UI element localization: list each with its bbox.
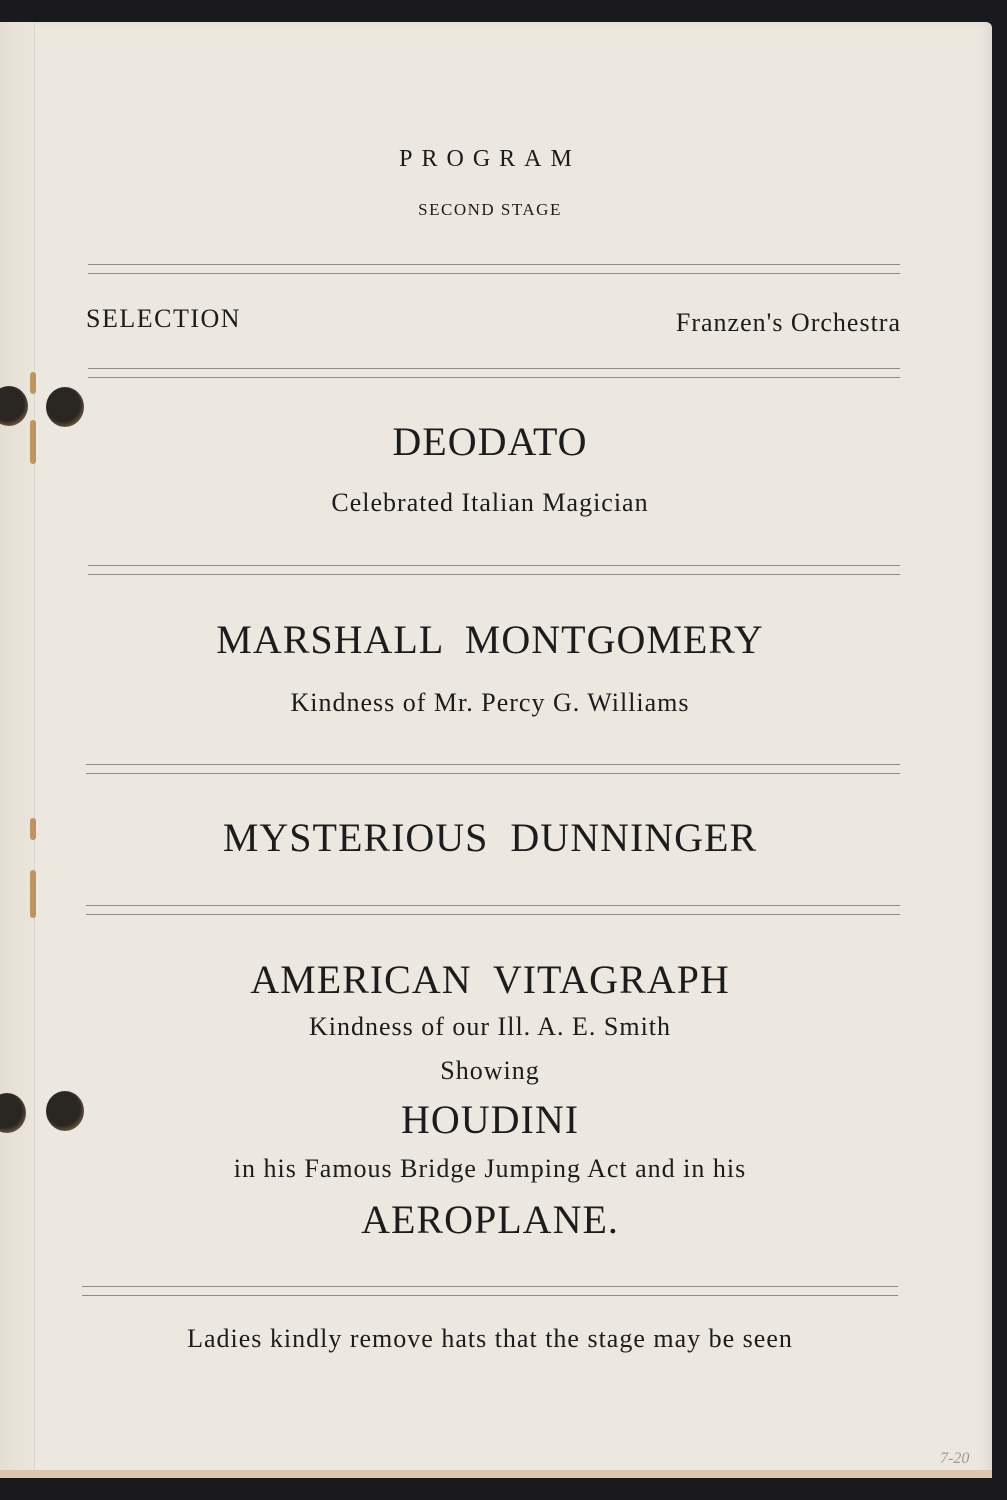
- act-note: Celebrated Italian Magician: [331, 488, 649, 517]
- double-rule: [86, 905, 900, 915]
- double-rule: [88, 368, 900, 378]
- vitagraph-finale: AEROPLANE.: [361, 1197, 619, 1242]
- vitagraph-name: AMERICAN VITAGRAPH: [250, 957, 730, 1002]
- star-name: HOUDINI: [400, 1097, 580, 1142]
- act-note: Kindness of Mr. Percy G. Williams: [290, 688, 690, 717]
- selection-performer: Franzen's Orchestra: [675, 308, 901, 337]
- pencil-mark: 7-20: [940, 1450, 970, 1467]
- double-rule: [82, 1286, 898, 1296]
- vitagraph-kindness: Kindness of our Ill. A. E. Smith: [308, 1012, 672, 1041]
- vitagraph-act: in his Famous Bridge Jumping Act and in his: [233, 1154, 747, 1183]
- act-name: DEODATO: [392, 419, 588, 464]
- act-name: MYSTERIOUS DUNNINGER: [222, 815, 758, 860]
- act-name: MARSHALL MONTGOMERY: [216, 617, 764, 662]
- selection-label: SELECTION: [86, 304, 242, 333]
- double-rule: [86, 764, 900, 774]
- double-rule: [88, 264, 900, 274]
- vitagraph-showing: Showing: [440, 1056, 540, 1085]
- double-rule: [88, 565, 900, 575]
- footer-notice: Ladies kindly remove hats that the stage may be seen: [187, 1324, 793, 1353]
- program-subtitle: SECOND STAGE: [418, 200, 562, 219]
- program-title: PROGRAM: [399, 146, 581, 172]
